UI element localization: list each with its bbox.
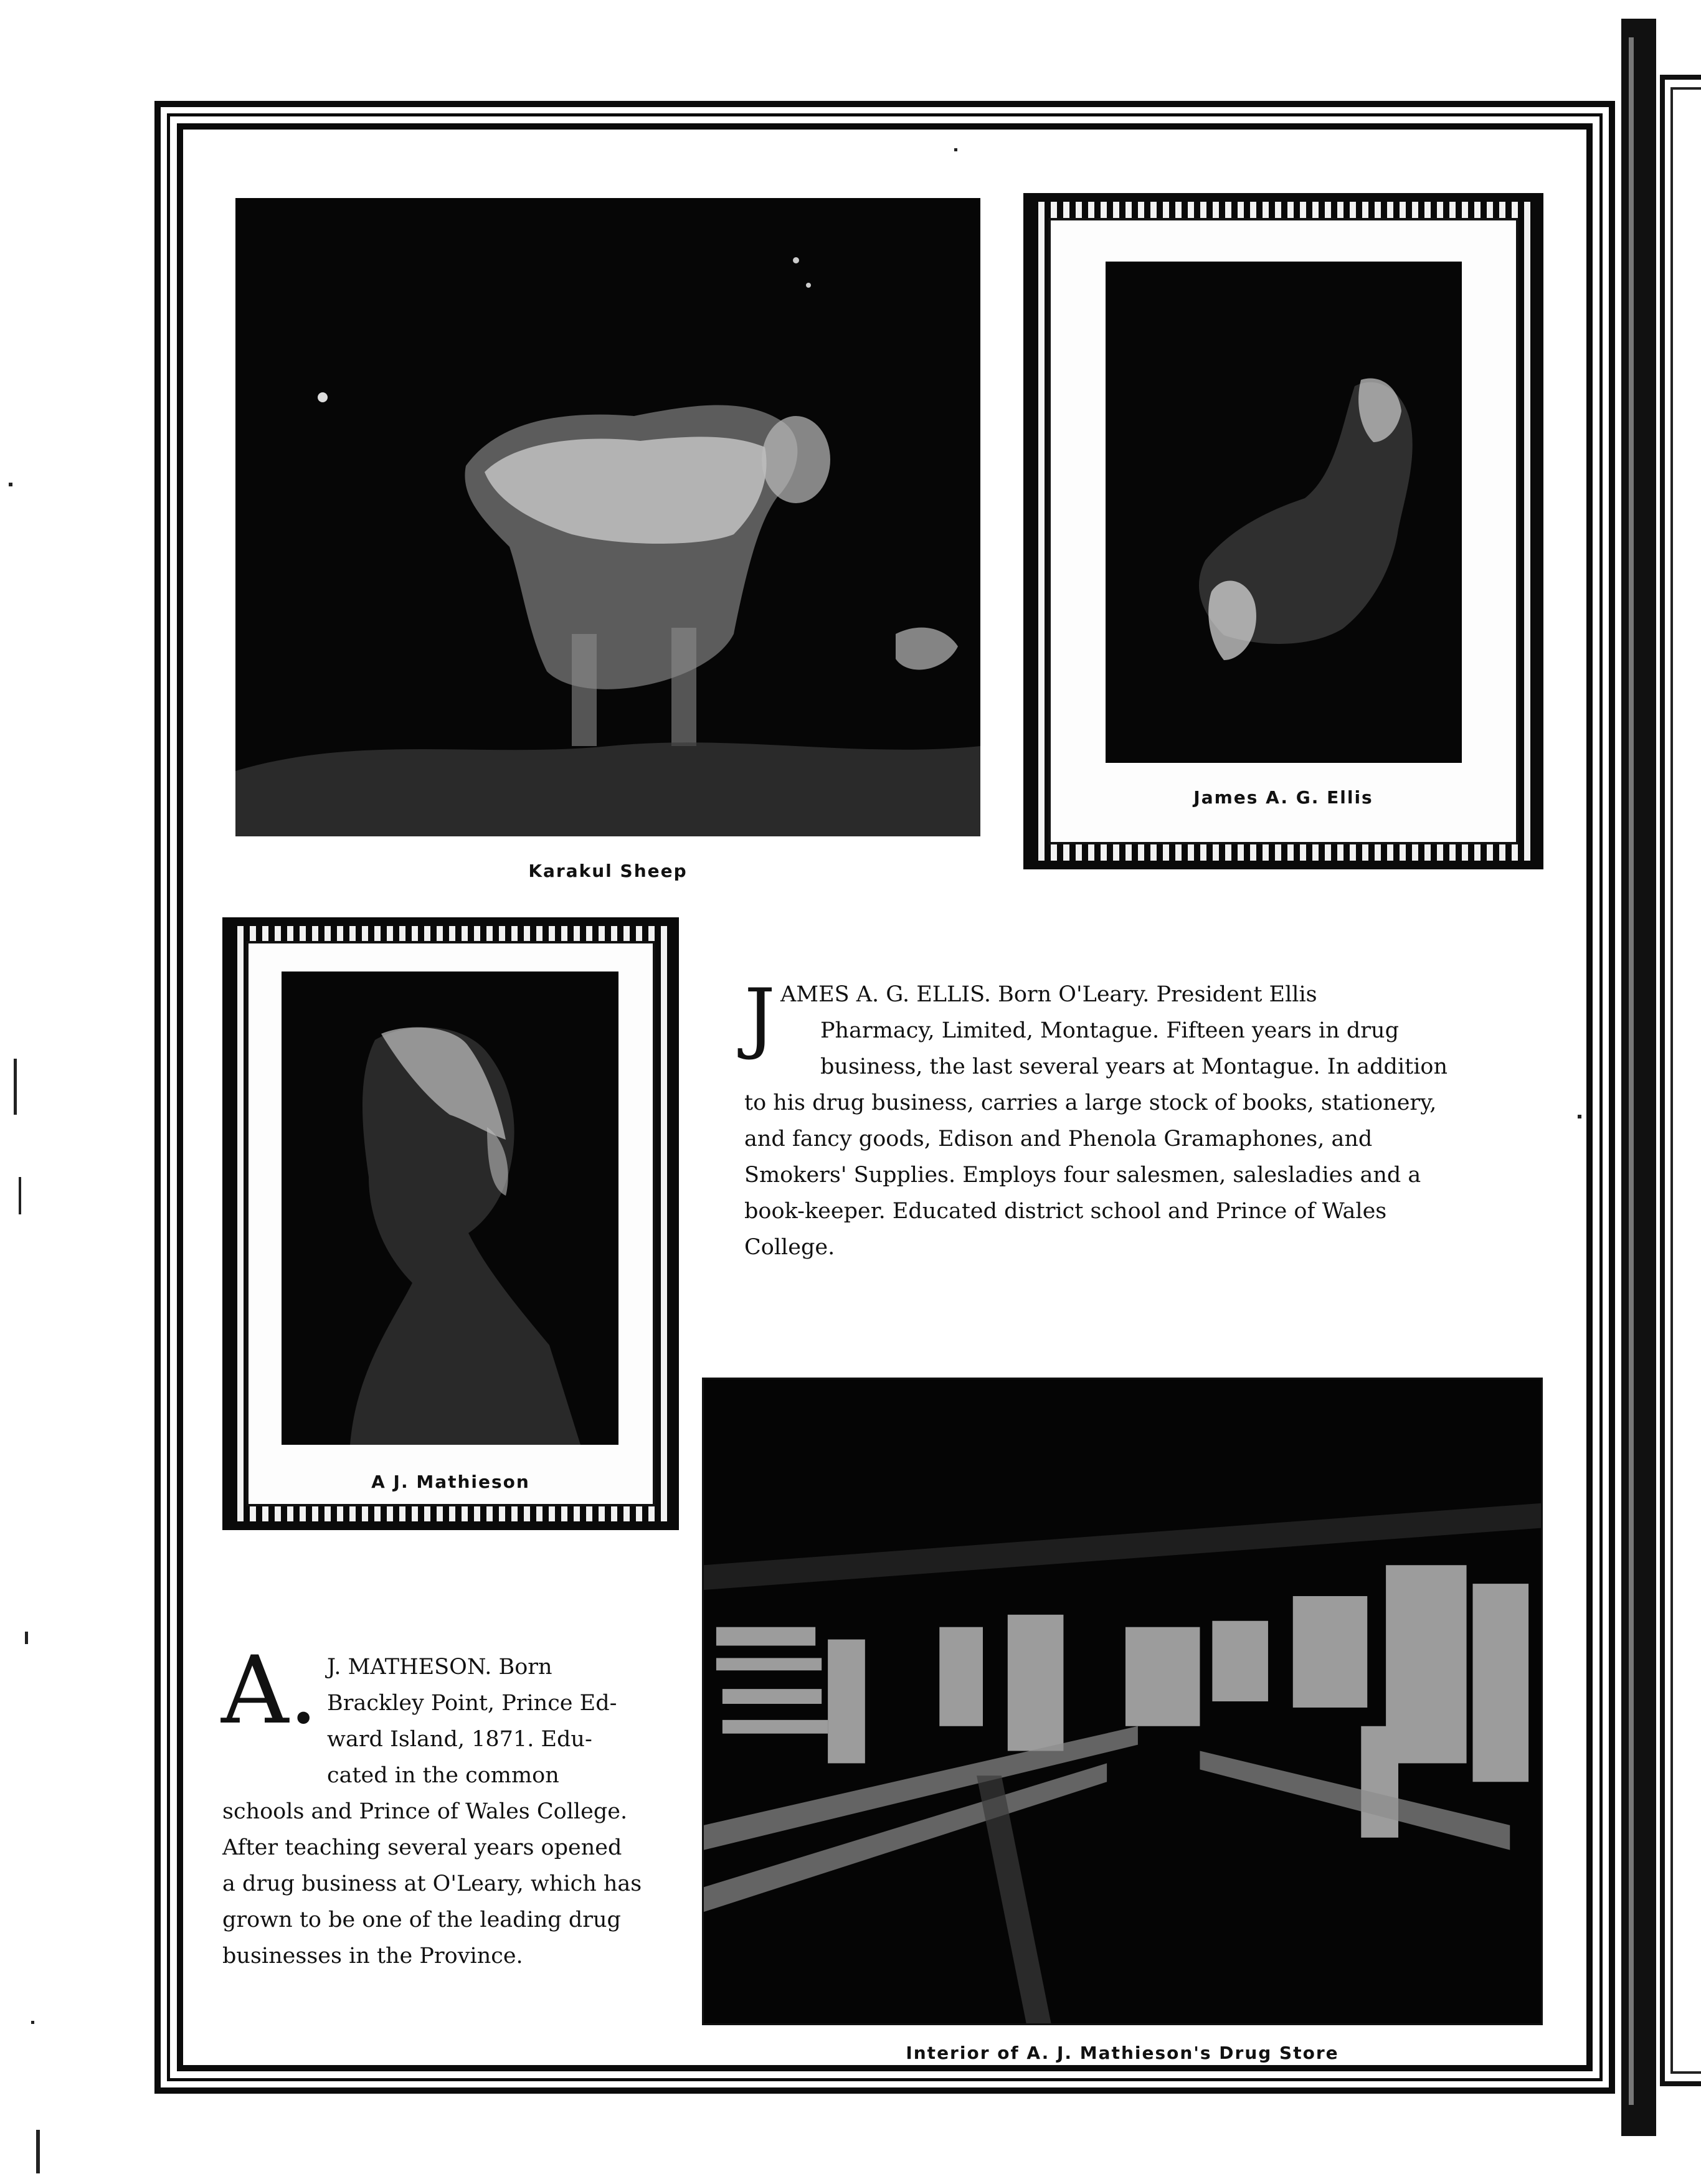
- mathieson-bio-line: a drug business at O'Leary, which has: [222, 1871, 642, 1896]
- mathieson-bio-line: J. MATHESON. Born: [327, 1655, 552, 1680]
- ellis-bio-line: to his drug business, carries a large stock of books, stationery,: [744, 1090, 1437, 1115]
- scan-mark: [954, 148, 957, 151]
- mathieson-bio-line: cated in the common: [327, 1763, 559, 1788]
- scan-mark: [1578, 1115, 1581, 1118]
- mathieson-bio-drop-cap: A.: [221, 1637, 319, 1745]
- scan-mark: [9, 483, 12, 486]
- mathieson-portrait-caption: A J. Mathieson: [371, 1472, 530, 1492]
- ellis-bio-line: Pharmacy, Limited, Montague. Fifteen years in drug: [820, 1018, 1399, 1043]
- ellis-bio-paragraph: [744, 973, 1489, 1265]
- ellis-bio-line: book-keeper. Educated district school and Prince of Wales: [744, 1199, 1387, 1224]
- ellis-bio-line: College.: [744, 1235, 835, 1260]
- mathieson-bio-line: grown to be one of the leading drug: [222, 1907, 621, 1932]
- scan-mark: [31, 2021, 34, 2024]
- ellis-bio-line: and fancy goods, Edison and Phenola Gramaphones, and: [744, 1127, 1373, 1151]
- ellis-portrait-photo: [1106, 262, 1462, 763]
- ellis-bio-drop-cap: J: [744, 973, 775, 1062]
- karakul-sheep-photo: [235, 198, 980, 836]
- mathieson-bio-line: schools and Prince of Wales College.: [222, 1799, 628, 1824]
- ellis-bio-line: Smokers' Supplies. Employs four salesmen, salesladies and a: [744, 1163, 1421, 1188]
- ellis-bio-line: AMES A. G. ELLIS. Born O'Leary. President Ellis: [780, 982, 1317, 1007]
- scan-mark: [14, 1059, 17, 1115]
- scan-mark: [25, 1632, 28, 1644]
- drug-store-interior-photo: [702, 1378, 1543, 2025]
- scan-mark: [19, 1177, 21, 1214]
- adjacent-page-border: [1670, 87, 1701, 2074]
- binding-spine-highlight: [1629, 37, 1634, 2105]
- mathieson-bio-line: businesses in the Province.: [222, 1944, 523, 1969]
- mathieson-portrait-photo: [282, 971, 618, 1445]
- mathieson-bio-line: ward Island, 1871. Edu-: [327, 1727, 592, 1752]
- binding-spine: [1621, 19, 1656, 2136]
- drug-store-interior-caption: Interior of A. J. Mathieson's Drug Store: [906, 2043, 1339, 2063]
- mathieson-bio-line: Brackley Point, Prince Ed-: [327, 1691, 617, 1716]
- scan-mark: [36, 2130, 40, 2173]
- ellis-portrait-caption: James A. G. Ellis: [1193, 787, 1373, 808]
- karakul-sheep-caption: Karakul Sheep: [528, 861, 688, 881]
- mathieson-bio-paragraph: [222, 1649, 658, 1974]
- mathieson-bio-line: After teaching several years opened: [222, 1835, 622, 1860]
- ellis-bio-line: business, the last several years at Montague. In addition: [820, 1054, 1448, 1079]
